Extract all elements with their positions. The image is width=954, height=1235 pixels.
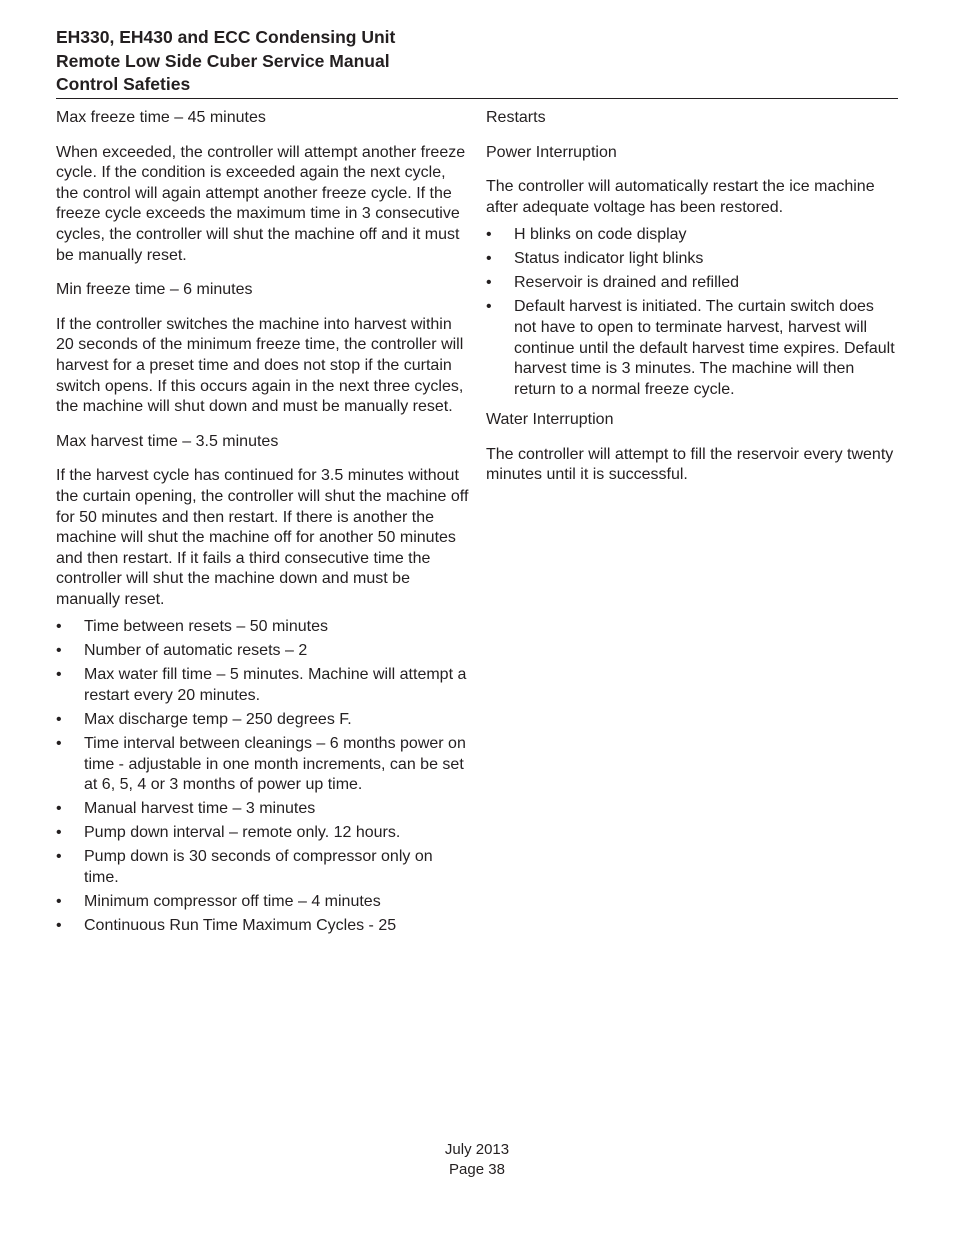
page-number: Page 38 xyxy=(449,1160,505,1178)
water-interruption-heading: Water Interruption xyxy=(486,411,614,429)
max-harvest-heading: Max harvest time – 3.5 minutes xyxy=(56,432,279,450)
water-interruption-paragraph: The controller will attempt to fill the reservoir every twenty minutes until it is successful. xyxy=(486,445,894,484)
list-item: • Max discharge temp – 250 degrees F. xyxy=(56,710,470,731)
list-item: • H blinks on code display xyxy=(486,225,896,246)
list-item: • Continuous Run Time Maximum Cycles - 25 xyxy=(56,916,470,937)
list-item: • Reservoir is drained and refilled xyxy=(486,273,896,294)
left-column xyxy=(56,108,470,940)
list-item: • Time interval between cleanings – 6 months power on time - adjustable in one month increments, can be set at 6, 5, 4 or 3 months of power up time. xyxy=(56,734,470,796)
list-item: • Pump down is 30 seconds of compressor only on time. xyxy=(56,847,470,888)
power-interruption-paragraph: The controller will automatically restart the ice machine after adequate voltage has been restored. xyxy=(486,178,875,216)
list-item: • Default harvest is initiated. The curtain switch does not have to open to terminate harvest, harvest will continue until the default harvest time expires. Default harvest time is 3 minutes. The machine will then return to a normal freeze cycle. xyxy=(486,297,896,400)
right-column xyxy=(486,108,896,500)
header-divider xyxy=(56,98,898,99)
max-freeze-paragraph: When exceeded, the controller will attempt another freeze cycle. If the condition is exceeded again the next cycle, the control will again attempt another freeze cycle. If the freeze cycle exceeds the maximum time in 3 consecutive cycles, the controller will shut the machine off and it must be manually reset. xyxy=(56,143,466,264)
list-item: • Number of automatic resets – 2 xyxy=(56,641,470,662)
max-harvest-paragraph: If the harvest cycle has continued for 3.5 minutes without the curtain opening, the controller will shut the machine off for 50 minutes and then restart. If there is another the machine will shut the machine off for another 50 minutes and then restart. If it fails a third consecutive time the controller will shut the machine down and must be manually reset. xyxy=(56,467,469,608)
list-item: • Manual harvest time – 3 minutes xyxy=(56,799,470,820)
list-item: • Max water fill time – 5 minutes. Machine will attempt a restart every 20 minutes. xyxy=(56,665,470,706)
max-freeze-heading: Max freeze time – 45 minutes xyxy=(56,109,266,126)
list-item: • Status indicator light blinks xyxy=(486,249,896,270)
list-item: • Minimum compressor off time – 4 minutes xyxy=(56,892,470,913)
page-footer xyxy=(0,1140,954,1179)
document-subtitle: Remote Low Side Cuber Service Manual xyxy=(56,50,390,71)
list-item: • Pump down interval – remote only. 12 hours. xyxy=(56,823,470,844)
safeties-bullet-list xyxy=(56,617,470,936)
section-title: Control Safeties xyxy=(56,74,191,94)
power-interruption-heading: Power Interruption xyxy=(486,143,617,161)
page-header xyxy=(56,26,898,97)
restart-bullet-list xyxy=(486,225,896,400)
restarts-heading: Restarts xyxy=(486,109,546,126)
footer-date: July 2013 xyxy=(444,1141,510,1158)
min-freeze-paragraph: If the controller switches the machine into harvest within 20 seconds of the minimum freeze time, the controller will harvest for a preset time and does not stop if the curtain switch opens. If this occurs again in the next three cycles, the machine will shut down and must be manually reset. xyxy=(56,315,464,416)
list-item: • Time between resets – 50 minutes xyxy=(56,617,470,638)
min-freeze-heading: Min freeze time – 6 minutes xyxy=(56,281,253,299)
document-title: EH330, EH430 and ECC Condensing Unit xyxy=(56,27,396,47)
